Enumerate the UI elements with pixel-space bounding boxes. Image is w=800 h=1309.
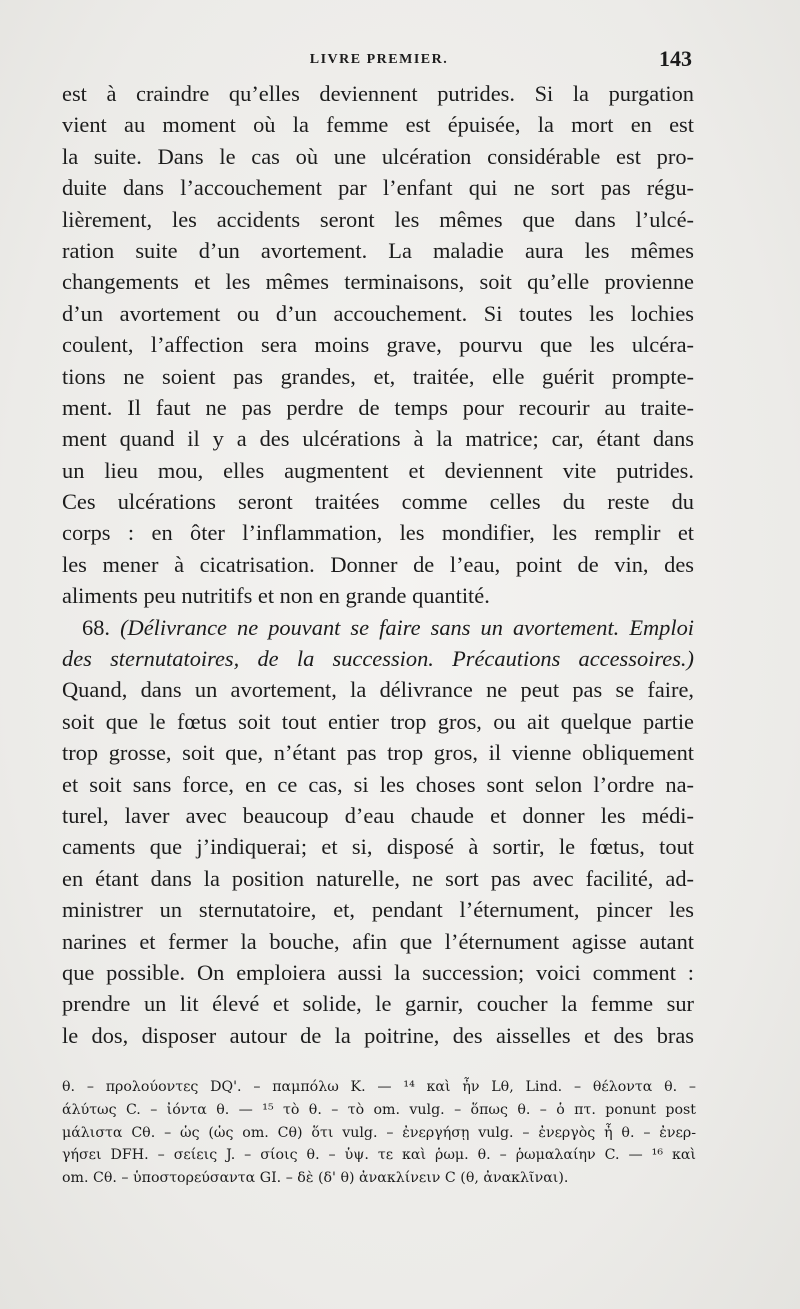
- text-line: que possible. On emploiera aussi la succession; voici comment :: [62, 959, 694, 985]
- text-line: caments que j’indiquerai; et si, disposé à sortir, le fœtus, tout: [62, 834, 694, 860]
- text-line: coulent, l’affection sera moins grave, pourvu que les ulcéra-: [62, 332, 694, 358]
- main-text: [62, 78, 694, 1051]
- footnote-line: μάλιστα Cθ. – ὡς (ὡς om. Cθ) ὅτι vulg. – ἐνεργήσῃ vulg. – ἐνεργὸς ἦ θ. – ἐνερ-: [62, 1124, 696, 1141]
- text-line: aliments peu nutritifs et non en grande quantité.: [62, 583, 490, 609]
- text-line: les mener à cicatrisation. Donner de l’eau, point de vin, des: [62, 551, 694, 577]
- text-line: ration suite d’un avortement. La maladie aura les mêmes: [62, 237, 694, 263]
- text-line: un lieu mou, elles augmentent et deviennent vite putrides.: [62, 457, 694, 483]
- text-line: le dos, disposer autour de la poitrine, des aisselles et des bras: [62, 1022, 694, 1048]
- section-number: 68.: [82, 614, 110, 640]
- footnote-line: γήσει DFH. – σείεις J. – σίοις θ. – ὑψ. τε καὶ ῥωμ. θ. – ῥωμαλαίην C. — ¹⁶ καὶ: [62, 1147, 696, 1164]
- footnote-line: άλύτως C. – ἰόντα θ. — ¹⁵ τὸ θ. – τὸ om. vulg. – ὅπως θ. – ὁ πτ. ponunt post: [62, 1101, 696, 1118]
- footnote-line: om. Cθ. – ὑποστορεύσαντα GI. – δὲ (δ' θ) ἀνακλίνειν C (θ, ἀνακλῖναι).: [62, 1170, 569, 1187]
- text-line: corps : en ôter l’inflammation, les mondifier, les remplir et: [62, 520, 694, 546]
- text-line: narines et fermer la bouche, afin que l’éternument agisse autant: [62, 928, 694, 954]
- section-heading-line: [62, 643, 694, 674]
- text-line: et soit sans force, en ce cas, si les choses sont selon l’ordre na-: [62, 771, 694, 797]
- text-line: Ces ulcérations seront traitées comme celles du reste du: [62, 489, 694, 515]
- text-line: trop grosse, soit que, n’étant pas trop gros, il vienne obliquement: [62, 740, 694, 766]
- text-line: turel, laver avec beaucoup d’eau chaude et donner les médi-: [62, 802, 694, 828]
- text-line: changements et les mêmes terminaisons, soit qu’elle provienne: [62, 269, 694, 295]
- text-line: ministrer un sternutatoire, et, pendant l’éternument, pincer les: [62, 897, 694, 923]
- text-line: lièrement, les accidents seront les mêmes que dans l’ulcé-: [62, 206, 694, 232]
- text-line: duite dans l’accouchement par l’enfant qui ne sort pas régu-: [62, 175, 694, 201]
- section-title: des sternutatoires, de la succession. Précautions accessoires.): [62, 646, 694, 672]
- text-line: la suite. Dans le cas où une ulcération considérable est pro-: [62, 143, 694, 169]
- running-title: LIVRE PREMIER.: [309, 52, 449, 67]
- text-line: ment quand il y a des ulcérations à la matrice; car, étant dans: [62, 426, 694, 452]
- footnote-line: θ. – προλούοντες DQ'. – παμπόλω K. — ¹⁴ καὶ ἦν Lθ, Lind. – θέλοντα θ. –: [62, 1079, 696, 1095]
- footnotes: [62, 1076, 696, 1190]
- page-header: [62, 48, 696, 72]
- text-line: soit que le fœtus soit tout entier trop gros, ou ait quelque partie: [62, 708, 694, 734]
- text-line: Quand, dans un avortement, la délivrance ne peut pas se faire,: [62, 677, 694, 703]
- text-line: vient au moment où la femme est épuisée, la mort en est: [62, 112, 694, 138]
- text-line: en étant dans la position naturelle, ne sort pas avec facilité, ad-: [62, 865, 694, 891]
- text-line: prendre un lit élevé et solide, le garnir, coucher la femme sur: [62, 991, 694, 1017]
- text-line: d’un avortement ou d’un accouchement. Si toutes les lochies: [62, 300, 694, 326]
- page-number: 143: [659, 46, 692, 71]
- text-line: tions ne soient pas grandes, et, traitée, elle guérit prompte-: [62, 363, 694, 389]
- section-heading-line: [62, 612, 694, 643]
- section-title: (Délivrance ne pouvant se faire sans un avortement. Emploi: [120, 614, 694, 640]
- text-line: ment. Il faut ne pas perdre de temps pour recourir au traite-: [62, 394, 694, 420]
- text-line: est à craindre qu’elles deviennent putrides. Si la purgation: [62, 81, 694, 106]
